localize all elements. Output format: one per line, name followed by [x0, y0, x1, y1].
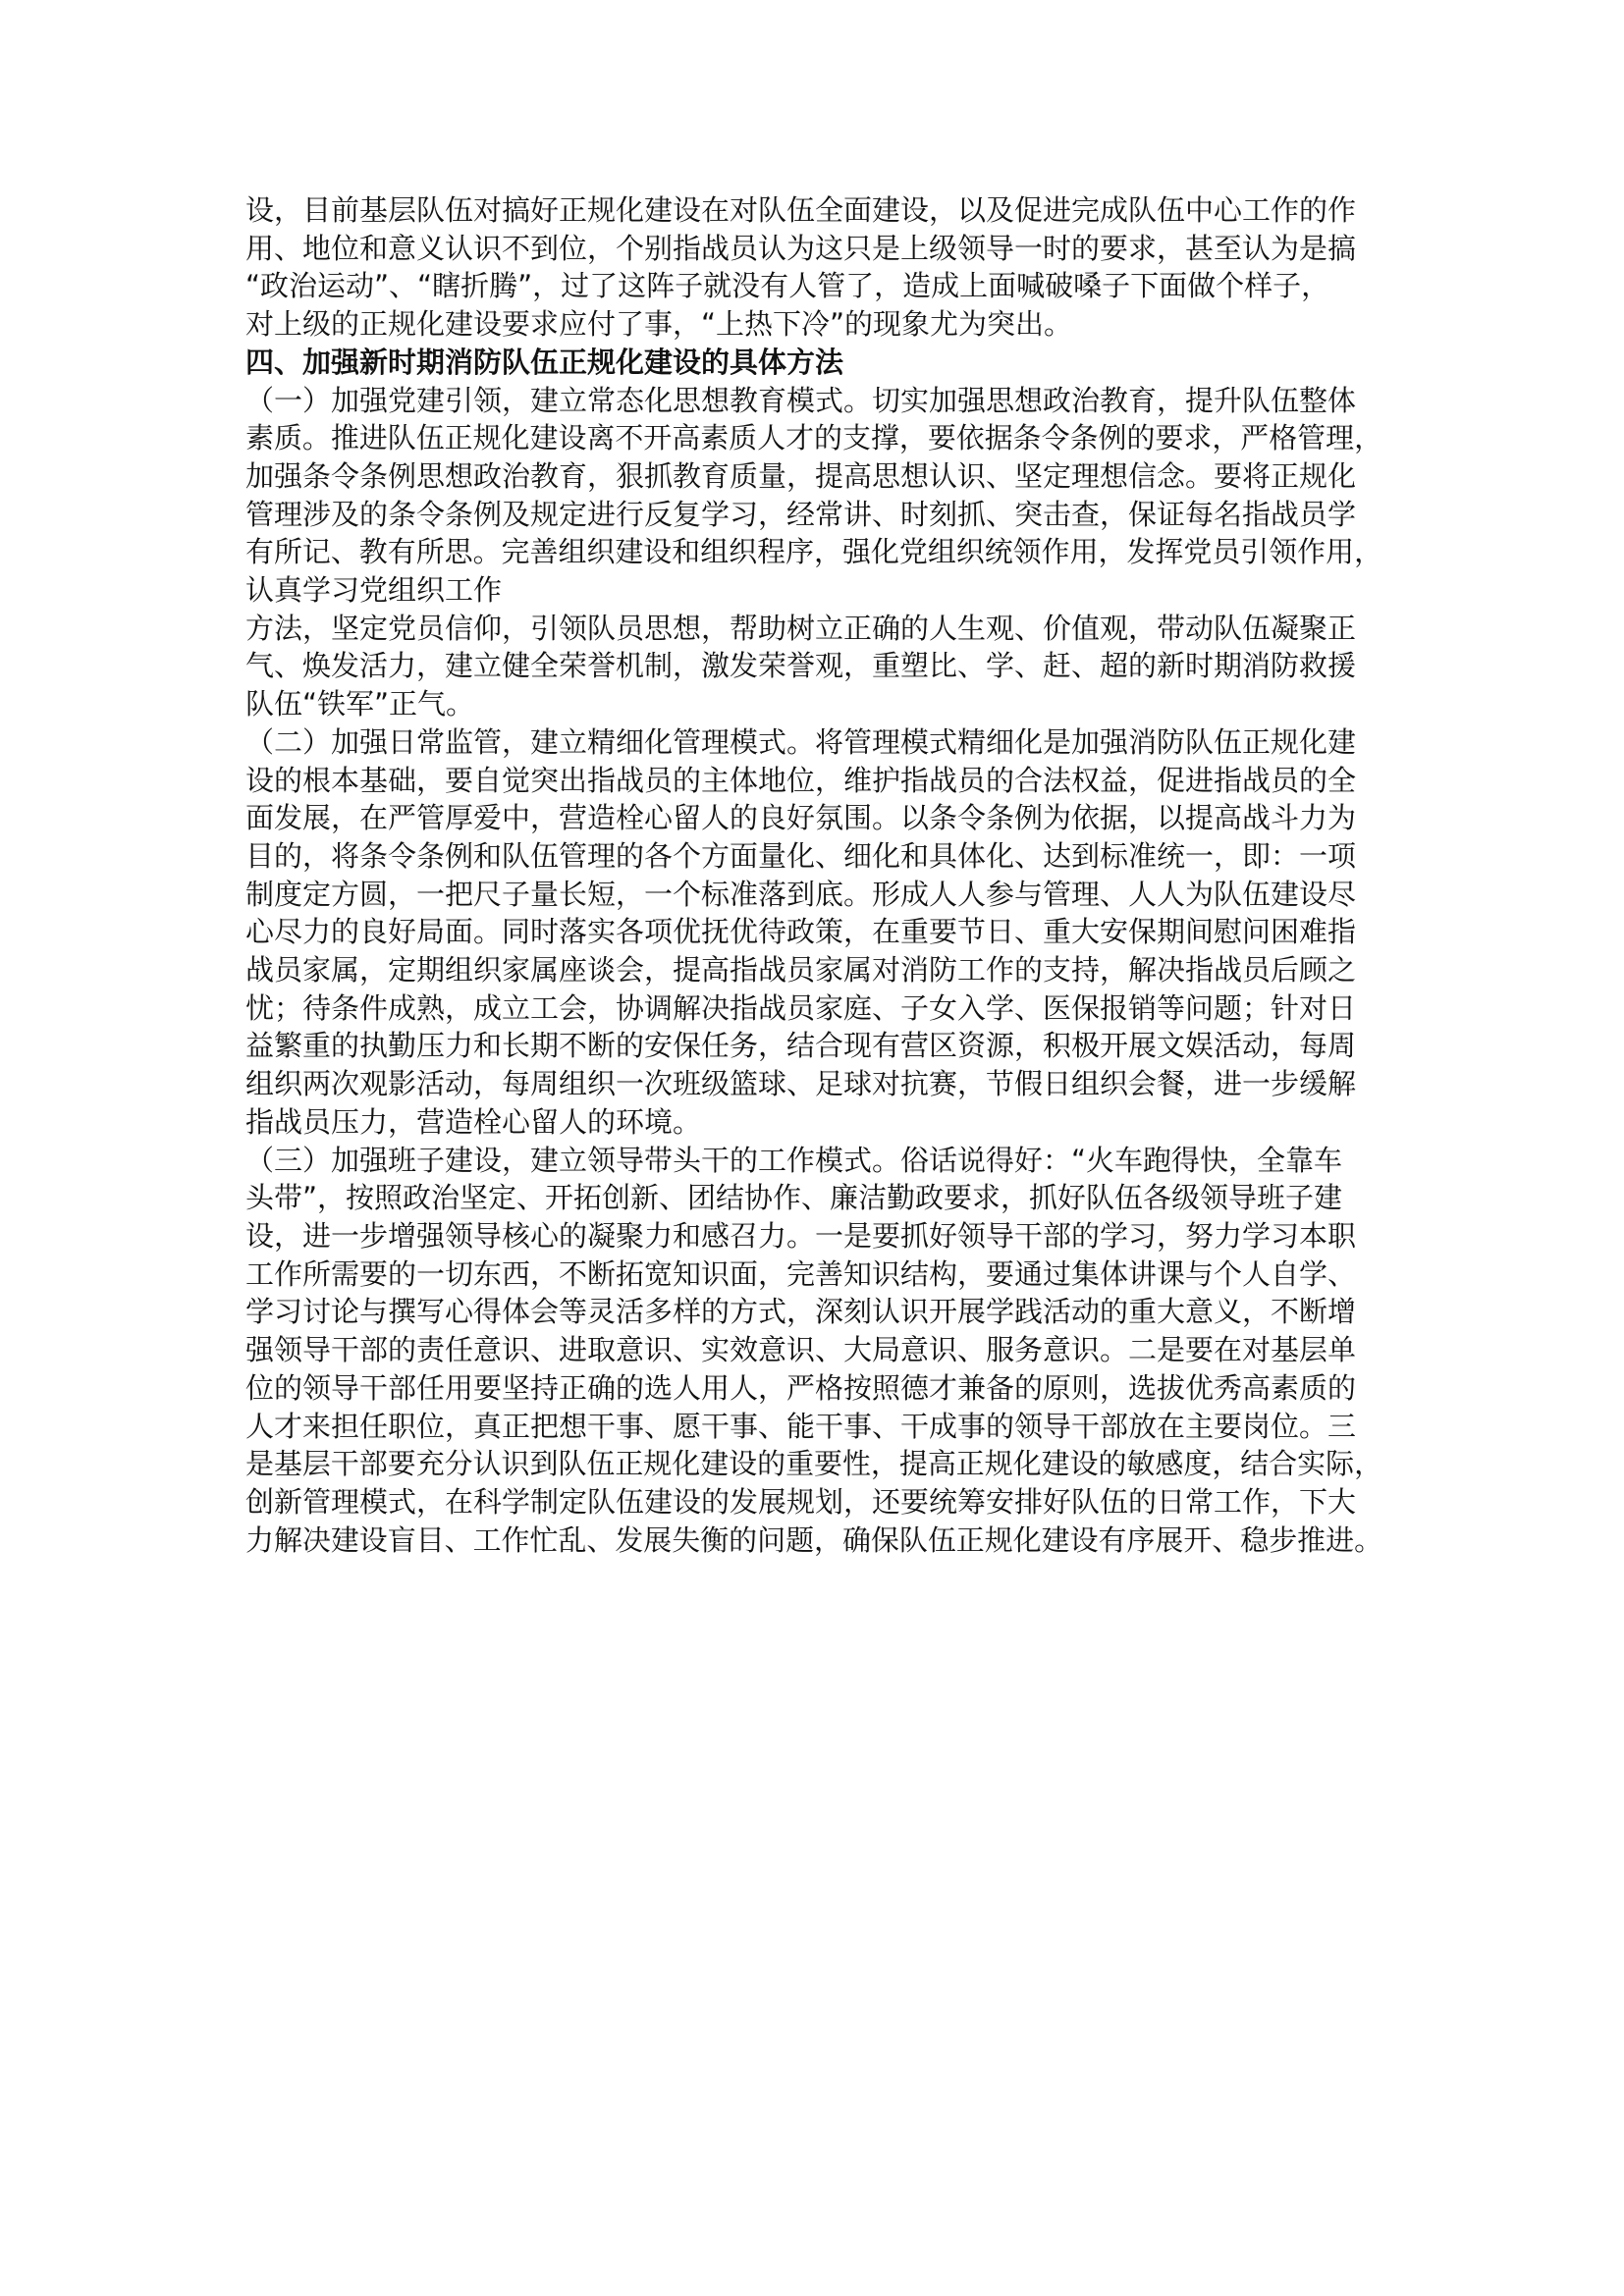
text-line: 设的根本基础，要自觉突出指战员的主体地位，维护指战员的合法权益，促进指战员的全	[245, 763, 1357, 797]
text-line: 是基层干部要充分认识到队伍正规化建设的重要性，提高正规化建设的敏感度，结合实际，	[245, 1447, 1383, 1481]
document-body	[245, 191, 1382, 1559]
text-line: 管理涉及的条令条例及规定进行反复学习，经常讲、时刻抓、突击查，保证每名指战员学	[245, 497, 1357, 531]
text-line: 头带”，按照政治坚定、开拓创新、团结协作、廉洁勤政要求，抓好队伍各级领导班子建	[245, 1181, 1343, 1215]
text-line: 战员家属，定期组织家属座谈会，提高指战员家属对消防工作的支持，解决指战员后顾之	[245, 953, 1357, 988]
text-line: 对上级的正规化建设要求应付了事，“上热下冷”的现象尤为突出。	[245, 307, 1073, 342]
text-line: 指战员压力，营造栓心留人的环境。	[245, 1104, 702, 1139]
text-line: 制度定方圆，一把尺子量长短，一个标准落到底。形成人人参与管理、人人为队伍建设尽	[245, 877, 1357, 911]
text-line: 有所记、教有所思。完善组织建设和组织程序，强化党组织统领作用，发挥党员引领作用，	[245, 535, 1383, 569]
text-line: （二）加强日常监管，建立精细化管理模式。将管理模式精细化是加强消防队伍正规化建	[245, 724, 1357, 759]
text-line: 设，目前基层队伍对搞好正规化建设在对队伍全面建设，以及促进完成队伍中心工作的作	[245, 193, 1357, 227]
text-line: 心尽力的良好局面。同时落实各项优抚优待政策，在重要节日、重大安保期间慰问困难指	[245, 915, 1357, 949]
text-line: 工作所需要的一切东西，不断拓宽知识面，完善知识结构，要通过集体讲课与个人自学、	[245, 1256, 1357, 1291]
text-line: 认真学习党组织工作	[245, 573, 503, 608]
text-line: 设，进一步增强领导核心的凝聚力和感召力。一是要抓好领导干部的学习，努力学习本职	[245, 1218, 1357, 1253]
text-line: 益繁重的执勤压力和长期不断的安保任务，结合现有营区资源，积极开展文娱活动，每周	[245, 1029, 1357, 1063]
text-line: 加强条令条例思想政治教育，狠抓教育质量，提高思想认识、坚定理想信念。要将正规化	[245, 458, 1357, 493]
text-line: 忧；待条件成熟，成立工会，协调解决指战员家庭、子女入学、医保报销等问题；针对日	[245, 990, 1357, 1025]
text-line: 方法，坚定党员信仰，引领队员思想，帮助树立正确的人生观、价值观，带动队伍凝聚正	[245, 611, 1357, 645]
text-line: 学习讨论与撰写心得体会等灵活多样的方式，深刻认识开展学践活动的重大意义，不断增	[245, 1295, 1357, 1329]
text-line: 用、地位和意义认识不到位，个别指战员认为这只是上级领导一时的要求，甚至认为是搞	[245, 231, 1357, 265]
text-line: 队伍“铁军”正气。	[245, 687, 475, 721]
text-line: 人才来担任职位，真正把想干事、愿干事、能干事、干成事的领导干部放在主要岗位。三	[245, 1409, 1357, 1443]
text-line: 素质。推进队伍正规化建设离不开高素质人才的支撑，要依据条令条例的要求，严格管理，	[245, 421, 1383, 455]
text-line: 强领导干部的责任意识、进取意识、实效意识、大局意识、服务意识。二是要在对基层单	[245, 1333, 1357, 1367]
text-line: “政治运动”、“瞎折腾”，过了这阵子就没有人管了，造成上面喊破嗓子下面做个样子，	[245, 269, 1330, 303]
section-heading: 四、加强新时期消防队伍正规化建设的具体方法	[245, 345, 844, 379]
text-line: 气、焕发活力，建立健全荣誉机制，激发荣誉观，重塑比、学、赶、超的新时期消防救援	[245, 649, 1357, 683]
text-line: （三）加强班子建设，建立领导带头干的工作模式。俗话说得好：“火车跑得快，全靠车	[245, 1143, 1343, 1177]
text-line: 位的领导干部任用要坚持正确的选人用人，严格按照德才兼备的原则，选拔优秀高素质的	[245, 1370, 1357, 1405]
text-line: 力解决建设盲目、工作忙乱、发展失衡的问题，确保队伍正规化建设有序展开、稳步推进。	[245, 1522, 1383, 1557]
text-line: 面发展，在严管厚爱中，营造栓心留人的良好氛围。以条令条例为依据，以提高战斗力为	[245, 801, 1357, 835]
text-line: 组织两次观影活动，每周组织一次班级篮球、足球对抗赛，节假日组织会餐，进一步缓解	[245, 1067, 1357, 1101]
text-line: （一）加强党建引领，建立常态化思想教育模式。切实加强思想政治教育，提升队伍整体	[245, 383, 1357, 417]
text-line: 目的，将条令条例和队伍管理的各个方面量化、细化和具体化、达到标准统一，即：一项	[245, 838, 1357, 873]
text-line: 创新管理模式，在科学制定队伍建设的发展规划，还要统筹安排好队伍的日常工作，下大	[245, 1484, 1357, 1519]
